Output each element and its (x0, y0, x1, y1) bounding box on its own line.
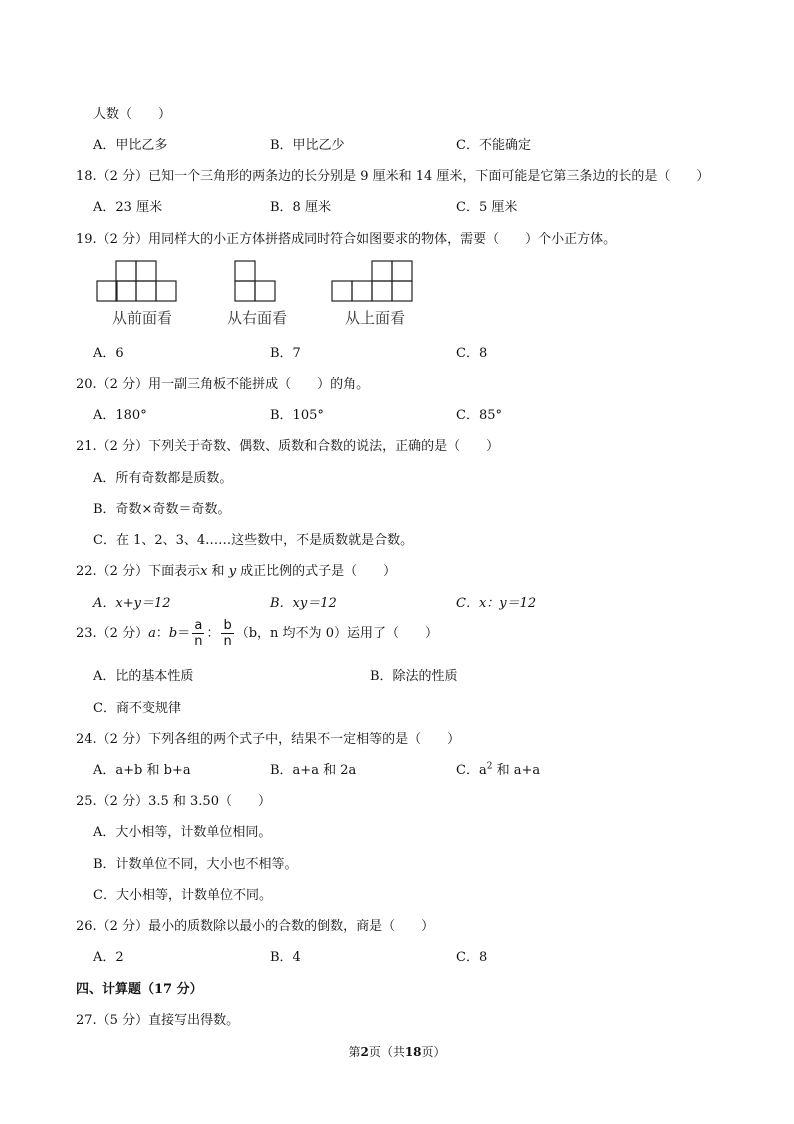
q18-option-a: A．23 厘米 (93, 200, 163, 215)
q23-colon: ： (155, 626, 169, 641)
q23-separator: ： (206, 626, 220, 641)
footer-total-pages: 18 (404, 1045, 422, 1059)
q22-text (76, 560, 396, 579)
q23-var-b: b (168, 626, 178, 641)
q23-frac2-denominator: n (223, 634, 232, 649)
q24-option-c (456, 759, 540, 778)
q22-option-a: A．x+y＝12 (93, 596, 171, 611)
q23-option-b: B．除法的性质 (370, 669, 458, 684)
section-heading: 四、计算题（17 分） (76, 982, 203, 997)
q23-frac1-numerator: a (192, 618, 204, 634)
q24-option-c-base: C．a (456, 763, 487, 778)
q26-option-c: C．8 (456, 950, 488, 965)
q25-option-b: B．计数单位不同，大小也不相等。 (93, 857, 298, 872)
q17-option-a: A．甲比乙多 (93, 138, 168, 153)
q25-option-c: C．大小相等，计数单位不同。 (93, 888, 272, 903)
q27-text: 27.（5 分）直接写出得数。 (76, 1013, 240, 1028)
q21-option-a: A．所有奇数都是质数。 (93, 471, 233, 486)
footer-post: 页） (421, 1045, 446, 1059)
q19-text: 19.（2 分）用同样大的小正方体拼搭成同时符合如图要求的物体，需要（ ）个小正方体。 (76, 232, 617, 247)
top-view-label: 从上面看 (345, 309, 406, 327)
q23-equals: ＝ (177, 626, 191, 641)
q22-option-b: B．xy＝12 (270, 596, 337, 611)
q22-suffix: 成正比例的式子是（ ） (236, 564, 397, 579)
q23-text (76, 618, 438, 649)
footer-page-number: 2 (360, 1045, 369, 1059)
q22-var-y: y (228, 564, 237, 579)
q23-option-c: C．商不变规律 (93, 701, 181, 716)
footer-mid: 页（共 (368, 1045, 405, 1059)
q18-text: 18.（2 分）已知一个三角形的两条边的长分别是 9 厘米和 14 厘米，下面可能是它第三条边的长的是（ ） (76, 169, 710, 184)
page-footer (0, 1043, 794, 1060)
q25-option-a: A．大小相等，计数单位相同。 (93, 825, 272, 840)
q23-fraction-a-over-n (192, 618, 204, 649)
q25-text: 25.（2 分）3.5 和 3.50（ ） (76, 794, 271, 809)
q23-option-a: A．比的基本性质 (93, 669, 194, 684)
q18-option-b: B．8 厘米 (270, 200, 331, 215)
q26-text: 26.（2 分）最小的质数除以最小的合数的倒数，商是（ ） (76, 919, 435, 934)
q18-option-c: C．5 厘米 (456, 200, 518, 215)
q23-prefix: 23.（2 分） (76, 626, 149, 641)
q20-option-a: A．180° (93, 408, 147, 423)
front-view-label: 从前面看 (112, 309, 173, 327)
q21-option-c: C．在 1、2、3、4……这些数中，不是质数就是合数。 (93, 533, 414, 548)
q17-tail-text: 人数（ ） (93, 107, 172, 122)
top-view-figure (331, 260, 415, 302)
q19-option-b: B．7 (270, 346, 301, 361)
q23-frac1-denominator: n (194, 634, 203, 649)
right-view-label: 从右面看 (227, 309, 288, 327)
q24-option-b: B．a+a 和 2a (270, 763, 357, 778)
q26-option-a: A．2 (93, 950, 124, 965)
q24-option-c-rest: 和 a+a (492, 763, 541, 778)
q21-text: 21.（2 分）下列关于奇数、偶数、质数和合数的说法，正确的是（ ） (76, 439, 500, 454)
front-view-figure (96, 260, 180, 302)
q24-text: 24.（2 分）下列各组的两个式子中，结果不一定相等的是（ ） (76, 732, 461, 747)
q22-option-c: C．x：y＝12 (456, 596, 537, 611)
q19-option-c: C．8 (456, 346, 488, 361)
q17-option-c: C．不能确定 (456, 138, 531, 153)
q24-option-a: A．a+b 和 b+a (93, 763, 191, 778)
q24-option-c-exponent: 2 (486, 761, 493, 772)
q22-prefix: 22.（2 分）下面表示 (76, 564, 201, 579)
q23-frac2-numerator: b (223, 618, 232, 633)
q20-option-c: C．85° (456, 408, 502, 423)
q20-text: 20.（2 分）用一副三角板不能拼成（ ）的角。 (76, 377, 370, 392)
q23-suffix: （b，n 均不为 0）运用了（ ） (235, 626, 438, 641)
q22-mid: 和 (207, 564, 229, 579)
footer-pre: 第 (348, 1045, 361, 1059)
q22-var-x: x (200, 564, 208, 579)
q20-option-b: B．105° (270, 408, 324, 423)
q17-option-b: B．甲比乙少 (270, 138, 345, 153)
q23-fraction-b-over-n (221, 618, 233, 649)
right-view-figure (234, 260, 278, 302)
q19-option-a: A．6 (93, 346, 124, 361)
q21-option-b: B．奇数×奇数＝奇数。 (93, 502, 231, 517)
q26-option-b: B．4 (270, 950, 301, 965)
q23-var-a: a (148, 626, 156, 641)
